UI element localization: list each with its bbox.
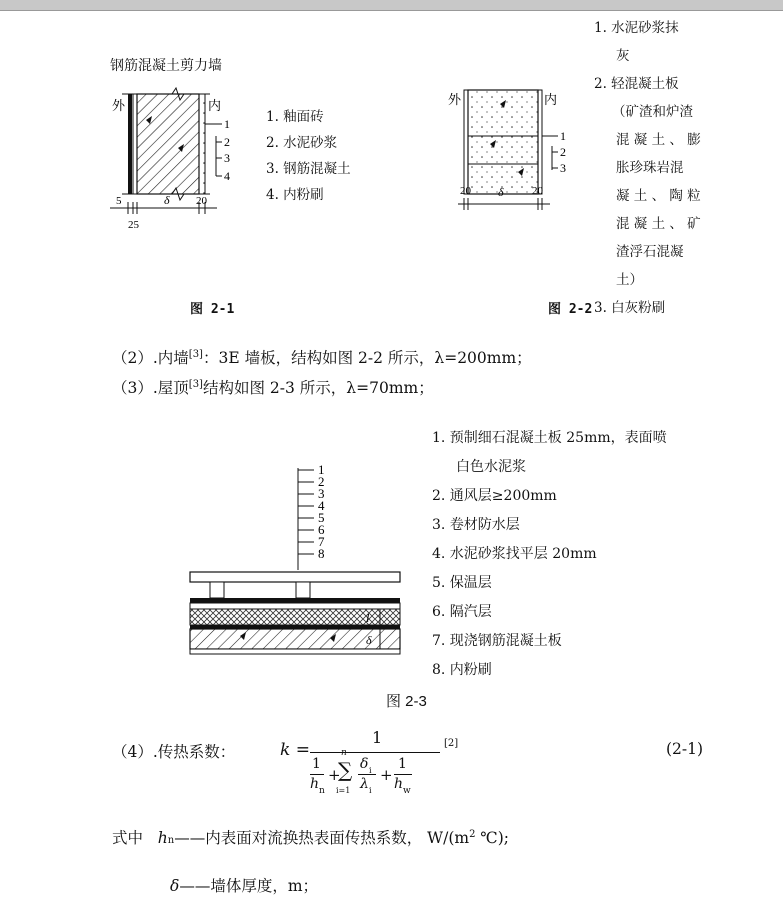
fig23-legend-item: 6. 隔汽层 [432,604,492,620]
fig21-diagram [92,80,252,240]
fig21-mortar-layer [133,94,137,194]
fig21-dim-20: 20 [196,195,207,207]
equation-number: (2-1) [666,740,704,758]
paragraph-inner-wall: （2）.内墙[3]：3E 墙板，结构如图 2-2 所示，λ=200mm； [112,348,532,367]
fig22-n1: 1 [560,129,566,143]
fig23-n1: 1 [318,462,325,477]
fig22-legend-item: （矿渣和炉渣 [612,104,693,120]
fig21-legend-item: 1. 釉面砖 [266,109,324,125]
fig21-dim-25: 25 [128,219,139,231]
fig23-legend-item: 7. 现浇钢筋混凝土板 [432,633,562,649]
fig23-legend [432,424,667,685]
fig22-legend-item: 渣浮石混凝 [616,244,684,260]
top-toolbar-strip [0,0,783,11]
fig23-legend-item: 3. 卷材防水层 [432,517,520,533]
fig23-n8: 8 [318,546,325,561]
formula-k: k = [280,740,310,760]
fig23-legend-item: 1. 预制细石混凝土板 25mm，表面喷 [432,430,667,446]
fig22-n3: 3 [560,161,566,175]
fig23-n5: 5 [318,510,325,525]
fig22-legend-item: 灰 [616,48,630,64]
fig21-label-out: 外 [112,98,126,113]
formula-ref: [2] [444,738,459,749]
fig21-n1: 1 [224,117,230,131]
paragraph-roof: （3）.屋顶[3]结构如图 2-3 所示，λ=70mm； [112,378,434,397]
fig22-label-in: 内 [544,92,558,107]
fig23-n4: 4 [318,498,325,513]
fig22-legend-item: 3. 白灰粉刷 [594,300,666,316]
fig21-dim-5: 5 [116,195,122,207]
fig21-n4: 4 [224,169,230,183]
fig23-n6: 6 [318,522,325,537]
fig23-diagram [180,460,410,670]
formula-fraction-bar [310,752,440,753]
fig23-legend-item: 白色水泥浆 [456,459,526,475]
fig22-diagram [440,84,580,224]
fig23-plaster [190,649,400,654]
fig22-dim-20b: 20 [532,185,543,197]
definition-hn: 式中 hn——内表面对流换热表面传热系数， $W/(m^2$ ℃); [112,828,509,847]
fig21-n3: 3 [224,151,230,165]
fig23-n2: 2 [318,474,325,489]
fig21-concrete-layer [137,94,199,194]
fig21-legend-item: 4. 内粉刷 [266,187,324,203]
fig23-legend-item: 5. 保温层 [432,575,492,591]
fig21-label-in: 内 [208,98,222,113]
fig22-legend-item: 凝 土 、 陶 粒 [616,188,701,204]
fig21-legend [266,104,351,208]
fig23-dim-l: l [366,611,370,625]
fig22-caption: 图 2-2 [548,302,593,317]
fig21-plaster-layer [199,94,205,194]
fig23-support [210,582,224,598]
formula-block: k = 1 1 h n + n ∑ i=1 δ i λ i + 1 h w [280,728,480,808]
fig23-legend-item: 2. 通风层≥200mm [432,488,557,504]
fig23-waterproof-layer [190,598,400,603]
fig21-legend-item: 2. 水泥砂浆 [266,135,338,151]
fig22-legend-item: 1. 水泥砂浆抹 [594,20,679,36]
formula-label: （4）.传热系数： [112,743,236,761]
fig23-n3: 3 [318,486,325,501]
fig23-dim-delta: δ [366,633,372,647]
fig21-dim-delta: δ [164,193,170,207]
fig21-tile-layer [128,94,132,194]
fig21-legend-item: 3. 钢筋混凝土 [266,161,351,177]
formula-numerator: 1 [372,728,383,747]
fig23-n7: 7 [318,534,325,549]
fig23-legend-item: 8. 内粉刷 [432,662,492,678]
fig22-dim-delta: δ [498,185,504,199]
fig22-legend-item: 胀珍珠岩混 [616,160,684,176]
fig22-dim-20a: 20 [460,185,471,197]
fig22-n2: 2 [560,145,566,159]
fig22-label-out: 外 [448,92,462,107]
fig22-legend-item: 混 凝 土 、 矿 [616,216,701,232]
fig22-legend [594,14,701,322]
fig23-support [296,582,310,598]
fig21-title: 钢筋混凝土剪力墙 [110,58,222,74]
fig22-legend-item: 混 凝 土 、 膨 [616,132,701,148]
fig21-n2: 2 [224,135,230,149]
fig22-legend-item: 2. 轻混凝土板 [594,76,679,92]
fig23-leveling-layer [190,603,400,609]
definition-delta: δ——墙体厚度，m； [170,877,319,895]
fig21-caption: 图 2-1 [190,302,235,317]
fig23-legend-item: 4. 水泥砂浆找平层 20mm [432,546,597,562]
fig23-caption: 图 2-3 [386,693,427,710]
fig23-precast-slab [190,572,400,582]
fig22-legend-item: 土） [616,272,643,288]
